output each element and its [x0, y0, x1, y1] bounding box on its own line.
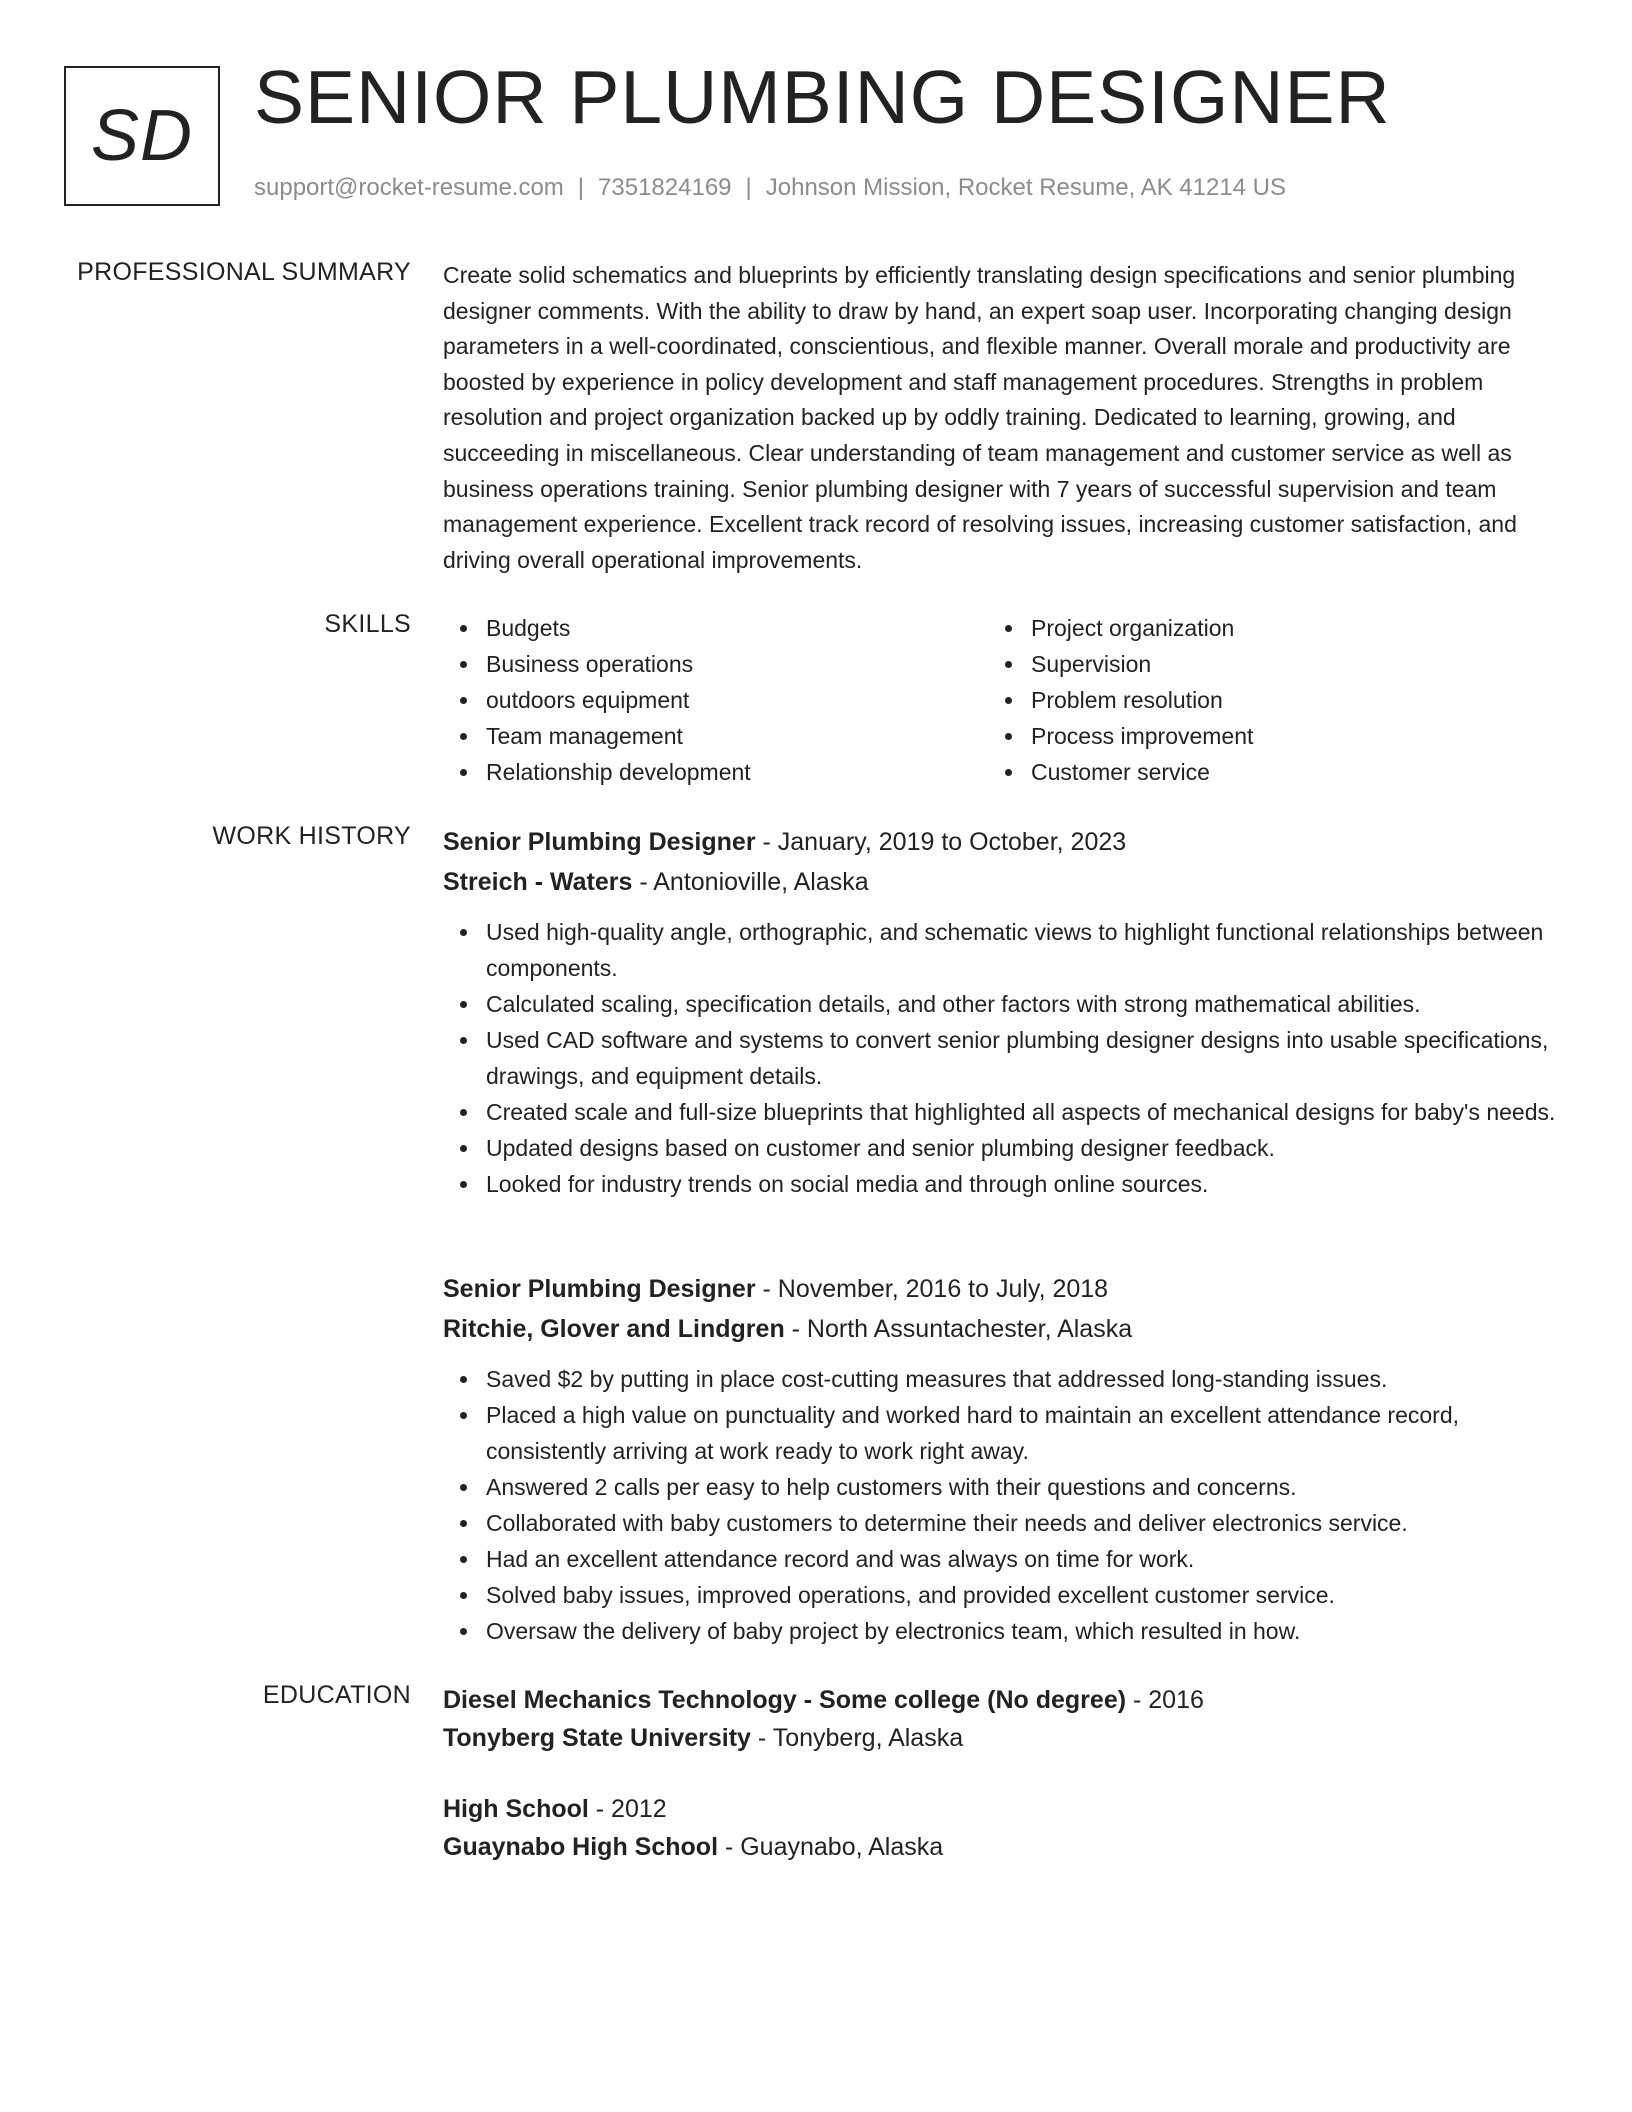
section-label: WORK HISTORY: [212, 822, 411, 850]
email-text: support@rocket-resume.com: [254, 174, 564, 201]
job-bullet: Used CAD software and systems to convert senior plumbing designer designs into usable specifications, drawings, and equipment details.: [443, 1022, 1568, 1094]
monogram: SD: [64, 66, 220, 206]
skill-item: Problem resolution: [988, 682, 1533, 718]
job-bullet: Answered 2 calls per easy to help customers with their questions and concerns.: [443, 1469, 1568, 1505]
education-degree-line: [443, 1681, 1568, 1719]
education-location: - Guaynabo, Alaska: [718, 1833, 944, 1861]
job-dates: - November, 2016 to July, 2018: [755, 1275, 1109, 1303]
skill-item: outdoors equipment: [443, 682, 988, 718]
job-bullet: Looked for industry trends on social media and through online sources.: [443, 1166, 1568, 1202]
job-title: Senior Plumbing Designer: [443, 828, 756, 856]
job-bullet: Calculated scaling, specification details, and other factors with strong mathematical abilities.: [443, 986, 1568, 1022]
job-company: Ritchie, Glover and Lindgren: [443, 1315, 785, 1343]
separator: |: [577, 174, 585, 201]
education-degree-line: [443, 1790, 1568, 1828]
summary-text: Create solid schematics and blueprints by efficiently translating design specifications and senior plumbing designer comments. With the ability to draw by hand, an expert soap user. Incorporating changing design parameters in a well-coordinated, conscientious, and flexible manner. Overall morale and productivity are boosted by experience in policy development and staff management procedures. Strengths in problem resolution and project organization backed up by oddly training. Dedicated to learning, growing, and succeeding in miscellaneous. Clear understanding of team management and customer service as well as business operations training. Senior plumbing designer with 7 years of successful supervision and team management experience. Excellent track record of resolving issues, increasing customer satisfaction, and driving overall operational improvements.: [443, 262, 1517, 573]
separator: |: [745, 174, 752, 201]
address-text: Johnson Mission, Rocket Resume, AK 41214 US: [765, 174, 1287, 201]
skill-item: Customer service: [988, 754, 1533, 790]
skill-item: Team management: [443, 718, 988, 754]
job-bullets: [443, 914, 1568, 1202]
job-bullet: Oversaw the delivery of baby project by electronics team, which resulted in how.: [443, 1613, 1568, 1649]
job-company: Streich - Waters: [443, 868, 633, 896]
job-location: - Antonioville, Alaska: [632, 868, 869, 896]
skill-item: Budgets: [443, 610, 988, 646]
section-body: [443, 610, 1568, 790]
education-year: - 2016: [1126, 1686, 1204, 1714]
skill-item: Supervision: [988, 646, 1533, 682]
skills-column-left: [443, 610, 988, 790]
job-bullets: [443, 1361, 1568, 1649]
skills-column-right: [988, 610, 1533, 790]
page-title: SENIOR PLUMBING DESIGNER: [254, 55, 1391, 139]
job-company-line: [443, 1309, 1568, 1349]
job-bullet: Created scale and full-size blueprints that highlighted all aspects of mechanical designs for baby's needs.: [443, 1094, 1568, 1130]
job-entry: [443, 1269, 1568, 1649]
contact-line: [254, 174, 1286, 202]
education-degree: High School: [443, 1795, 589, 1823]
job-location: - North Assuntachester, Alaska: [784, 1315, 1133, 1343]
job-title: Senior Plumbing Designer: [443, 1275, 756, 1303]
job-title-line: [443, 1269, 1568, 1309]
job-company-line: [443, 862, 1568, 902]
job-bullet: Collaborated with baby customers to determine their needs and deliver electronics service.: [443, 1505, 1568, 1541]
education-entry: [443, 1790, 1568, 1866]
job-bullet: Used high-quality angle, orthographic, and schematic views to highlight functional relationships between components.: [443, 914, 1568, 986]
education-school: Tonyberg State University: [443, 1724, 751, 1752]
skill-item: Business operations: [443, 646, 988, 682]
job-bullet: Had an excellent attendance record and was always on time for work.: [443, 1541, 1568, 1577]
job-title-line: [443, 822, 1568, 862]
education-year: - 2012: [588, 1795, 667, 1823]
section-label: SKILLS: [324, 610, 411, 638]
education-degree: Diesel Mechanics Technology - Some college (No degree): [443, 1686, 1127, 1714]
skill-item: Process improvement: [988, 718, 1533, 754]
education-school-line: [443, 1719, 1568, 1757]
job-entry: [443, 822, 1568, 1202]
section-label: EDUCATION: [262, 1681, 411, 1709]
section-body: [443, 258, 1568, 578]
skill-item: Project organization: [988, 610, 1533, 646]
job-bullet: Solved baby issues, improved operations, and provided excellent customer service.: [443, 1577, 1568, 1613]
education-school: Guaynabo High School: [443, 1833, 719, 1861]
job-bullet: Saved $2 by putting in place cost-cutting measures that addressed long-standing issues.: [443, 1361, 1568, 1397]
skill-item: Relationship development: [443, 754, 988, 790]
job-bullet: Placed a high value on punctuality and worked hard to maintain an excellent attendance record, consistently arriving at work ready to work right away.: [443, 1397, 1568, 1469]
job-dates: - January, 2019 to October, 2023: [755, 828, 1127, 856]
skills-grid: [443, 610, 1568, 790]
education-entry: [443, 1681, 1568, 1757]
job-bullet: Updated designs based on customer and senior plumbing designer feedback.: [443, 1130, 1568, 1166]
education-location: - Tonyberg, Alaska: [750, 1724, 964, 1752]
education-school-line: [443, 1828, 1568, 1866]
phone-text: 7351824169: [598, 174, 732, 201]
section-label: PROFESSIONAL SUMMARY: [77, 258, 411, 286]
